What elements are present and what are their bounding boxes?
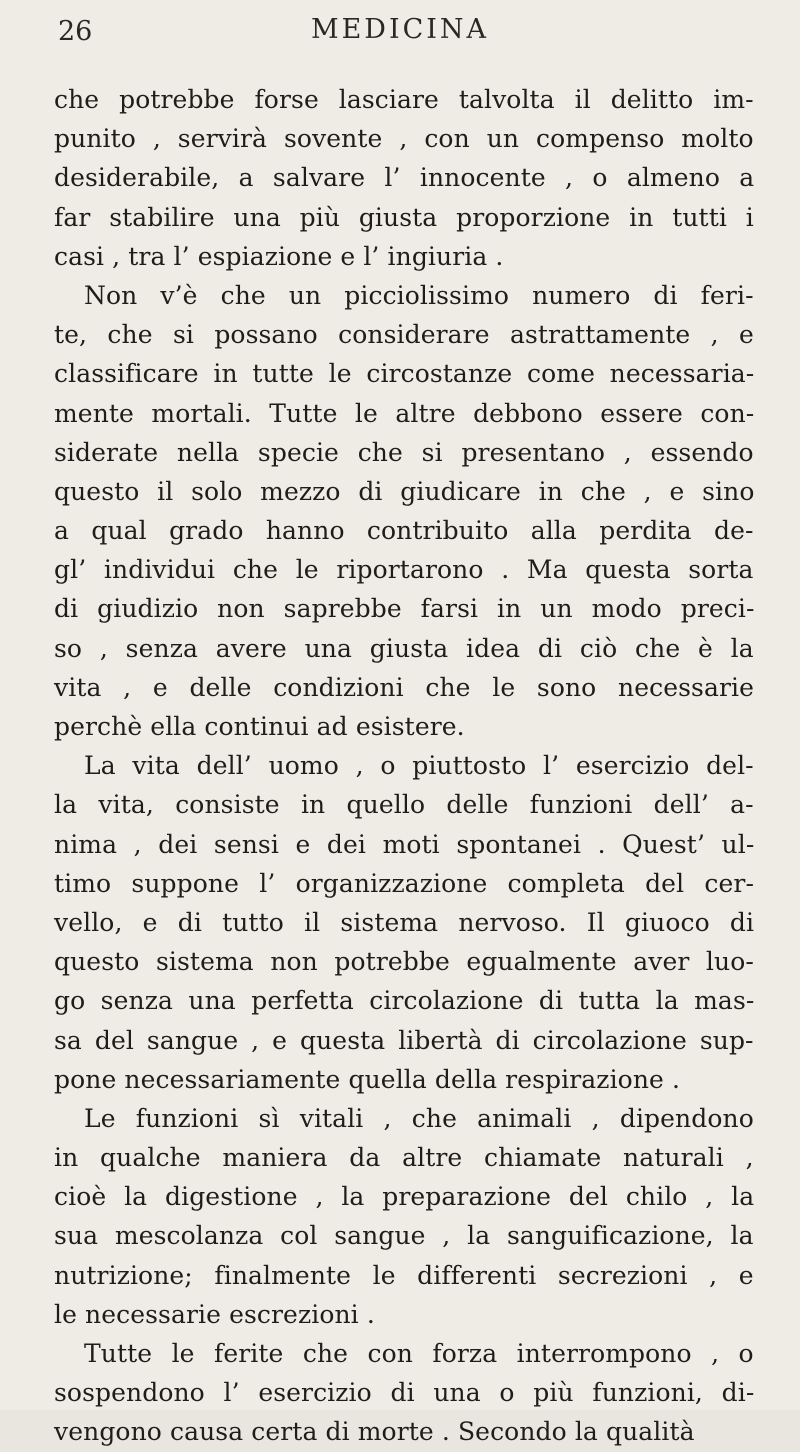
text-line: punito , servirà sovente , con un compenso molto — [54, 124, 754, 154]
page-number: 26 — [58, 16, 93, 47]
text-line: che potrebbe forse lasciare talvolta il delitto im- — [54, 85, 754, 114]
text-line: di giudizio non saprebbe farsi in un modo preci- — [54, 594, 755, 624]
text-line: sospendono l’ esercizio di una o più funzioni, di- — [54, 1378, 755, 1408]
body-text — [54, 80, 754, 1452]
text-line: sa del sangue , e questa libertà di circolazione sup- — [54, 1025, 754, 1055]
text-line: a qual grado hanno contribuito alla perdita de- — [54, 516, 754, 546]
text-line: Non v’è che un picciolissimo numero di feri- — [84, 280, 754, 310]
text-line: siderate nella specie che si presentano , essendo — [54, 437, 754, 467]
text-line: gl’ individui che le riportarono . Ma questa sorta — [54, 555, 754, 585]
text-line: timo suppone l’ organizzazione completa del cer- — [54, 868, 754, 898]
text-line: perchè ella continui ad esistere. — [54, 712, 465, 741]
text-line: nutrizione; finalmente le differenti secrezioni , e — [54, 1260, 754, 1290]
text-line: desiderabile, a salvare l’ innocente , o almeno a — [54, 163, 755, 193]
text-line: so , senza avere una giusta idea di ciò che è la — [54, 633, 754, 663]
text-line: la vita, consiste in quello delle funzioni dell’ a- — [54, 790, 754, 820]
text-line: questo sistema non potrebbe egualmente aver luo- — [54, 947, 754, 977]
text-line: vengono causa certa di morte . Secondo la qualità — [54, 1417, 695, 1447]
text-line: cioè la digestione , la preparazione del chilo , la — [54, 1182, 755, 1212]
text-line: classificare in tutte le circostanze come necessaria- — [54, 359, 755, 389]
text-line: far stabilire una più giusta proporzione in tutti i — [54, 202, 754, 232]
text-line: questo il solo mezzo di giudicare in che , e sino — [54, 476, 755, 506]
running-head: MEDICINA — [310, 14, 490, 45]
text-line: vello, e di tutto il sistema nervoso. Il giuoco di — [54, 907, 755, 937]
text-line: in qualche maniera da altre chiamate naturali , — [54, 1143, 754, 1173]
text-line: vita , e delle condizioni che le sono necessarie — [54, 672, 754, 702]
text-line: le necessarie escrezioni . — [54, 1299, 375, 1329]
text-line: casi , tra l’ espiazione e l’ ingiuria . — [54, 241, 504, 271]
text-line: La vita dell’ uomo , o piuttosto l’ esercizio del- — [84, 751, 754, 781]
page-header — [0, 14, 800, 64]
text-line: sua mescolanza col sangue , la sanguificazione, la — [54, 1221, 754, 1251]
text-line: nima , dei sensi e dei moti spontanei . Quest’ ul- — [54, 829, 755, 859]
text-line: Le funzioni sì vitali , che animali , dipendono — [84, 1103, 754, 1133]
text-line: te, che si possano considerare astrattamente , e — [54, 320, 754, 350]
text-line: Tutte le ferite che con forza interrompono , o — [84, 1339, 754, 1368]
text-line: mente mortali. Tutte le altre debbono essere con- — [54, 398, 755, 428]
text-line: go senza una perfetta circolazione di tutta la mas- — [54, 986, 755, 1016]
text-line: pone necessariamente quella della respirazione . — [54, 1064, 681, 1094]
